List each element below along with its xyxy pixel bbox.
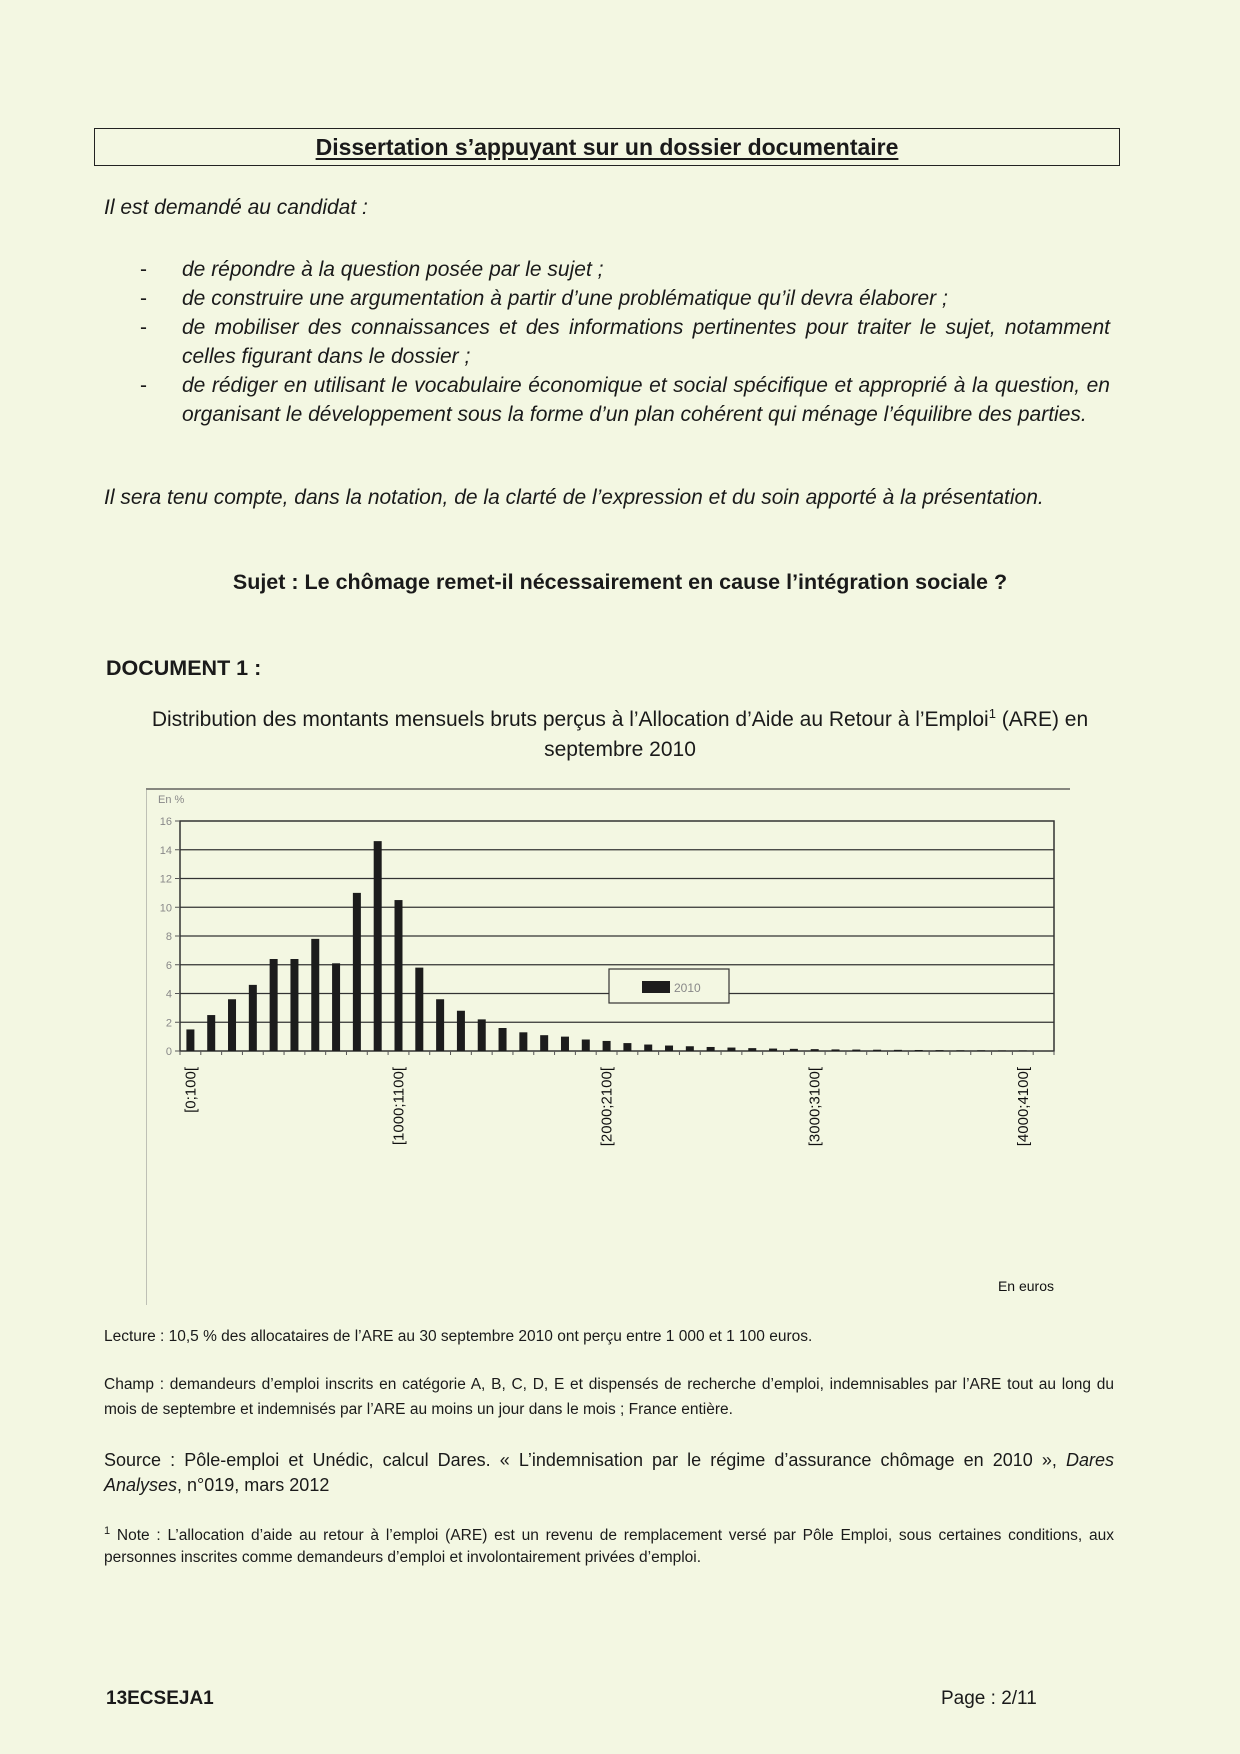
y-tick-label: 6 bbox=[165, 959, 172, 972]
bar bbox=[748, 1048, 756, 1051]
bar bbox=[519, 1032, 527, 1051]
footer-code: 13ECSEJA1 bbox=[106, 1688, 214, 1709]
intro-text: Il est demandé au candidat : bbox=[104, 196, 368, 219]
lecture-text: Lecture : 10,5 % des allocataires de l’ARE au 30 septembre 2010 ont perçu entre 1 000 et 1 100 euros. bbox=[104, 1328, 813, 1345]
x-tick-label: [0;100[ bbox=[182, 1067, 200, 1113]
subject-heading: Sujet : Le chômage remet-il nécessairement en cause l’intégration sociale ? bbox=[232, 570, 1008, 594]
bar bbox=[832, 1049, 840, 1051]
list-dash: - bbox=[140, 316, 147, 339]
bar bbox=[956, 1050, 964, 1051]
list-dash: - bbox=[140, 258, 147, 281]
chart-container bbox=[146, 785, 1076, 1305]
instruction-item: - de rédiger en utilisant le vocabulaire économique et social spécifique et approprié à la question, en organisant le développement sous la forme d’un plan cohérent qui ménage l’équilibre des parties. bbox=[140, 371, 1110, 429]
bar bbox=[686, 1046, 694, 1051]
document-label: DOCUMENT 1 : bbox=[106, 656, 262, 680]
y-tick-label: 10 bbox=[159, 902, 172, 915]
bar bbox=[249, 985, 257, 1051]
instruction-item: - de répondre à la question posée par le sujet ; bbox=[140, 255, 1110, 284]
bar bbox=[353, 893, 361, 1051]
bar bbox=[852, 1050, 860, 1051]
y-tick-label: 2 bbox=[165, 1017, 172, 1030]
bar bbox=[207, 1015, 215, 1051]
bar bbox=[894, 1050, 902, 1051]
y-tick-label: 14 bbox=[159, 844, 172, 857]
x-tick-label: [4000;4100[ bbox=[1014, 1067, 1032, 1147]
x-tick-label: [3000;3100[ bbox=[806, 1067, 824, 1147]
list-dash: - bbox=[140, 287, 147, 310]
bar bbox=[270, 959, 278, 1051]
bar bbox=[790, 1049, 798, 1051]
header-box bbox=[94, 128, 1120, 166]
bar bbox=[561, 1037, 569, 1051]
bar bbox=[499, 1028, 507, 1051]
source-text: Source : Pôle-emploi et Unédic, calcul Dares. « L’indemnisation par le régime d’assurance chômage en 2010 », Dares Analyses, n°019, mars 2012 bbox=[104, 1450, 1114, 1495]
bar bbox=[936, 1050, 944, 1051]
chart-title: Distribution des montants mensuels bruts perçus à l’Allocation d’Aide au Retour à l’Emploi$^1$ (ARE) en septembre 2010 bbox=[151, 706, 1089, 761]
bar bbox=[415, 968, 423, 1051]
y-tick-label: 8 bbox=[165, 931, 172, 943]
bar bbox=[603, 1041, 611, 1051]
bar bbox=[582, 1040, 590, 1052]
bar bbox=[374, 841, 382, 1051]
bar bbox=[478, 1019, 486, 1051]
bar bbox=[186, 1029, 194, 1051]
bar bbox=[1019, 1050, 1027, 1051]
y-tick-label: 4 bbox=[165, 988, 172, 1001]
bar bbox=[457, 1011, 465, 1051]
notation-text: Il sera tenu compte, dans la notation, de la clarté de l’expression et du soin apporté à la présentation. bbox=[104, 486, 1044, 509]
bar bbox=[811, 1049, 819, 1051]
bar bbox=[623, 1043, 631, 1051]
y-tick-label: 12 bbox=[159, 873, 172, 886]
bar bbox=[311, 939, 319, 1051]
bar bbox=[644, 1045, 652, 1051]
list-dash: - bbox=[140, 374, 147, 397]
footer-page-number: Page : 2/11 bbox=[941, 1688, 1037, 1709]
bar bbox=[395, 900, 403, 1051]
x-tick-label: [1000;1100[ bbox=[390, 1067, 408, 1146]
x-axis-label: En euros bbox=[997, 1278, 1054, 1294]
bar bbox=[998, 1050, 1006, 1051]
x-tick-label: [2000;2100[ bbox=[598, 1067, 616, 1147]
bar bbox=[665, 1046, 673, 1051]
bar bbox=[436, 999, 444, 1051]
legend-label: 2010 bbox=[674, 981, 701, 995]
y-tick-label: 0 bbox=[165, 1046, 172, 1058]
bar bbox=[873, 1050, 881, 1051]
bar bbox=[228, 999, 236, 1051]
bar bbox=[915, 1050, 923, 1051]
bar bbox=[977, 1050, 985, 1051]
bar bbox=[769, 1049, 777, 1051]
bar-chart bbox=[146, 785, 1076, 1305]
instructions-list bbox=[140, 255, 1110, 429]
y-axis-label: En % bbox=[158, 794, 185, 806]
legend-swatch bbox=[642, 981, 670, 993]
footnote-marker: 1 bbox=[988, 706, 996, 721]
bar bbox=[290, 959, 298, 1051]
bar bbox=[727, 1048, 735, 1051]
page-title: Dissertation s’appuyant sur un dossier documentaire bbox=[315, 133, 899, 160]
footnote-text: $^1$ Note : L’allocation d’aide au retour à l’emploi (ARE) est un revenu de remplacement versé par Pôle Emploi, sous certaines conditions, aux personnes inscrites comme demandeurs d’emploi et involontairement privées d’emploi. bbox=[104, 1525, 1114, 1567]
bar bbox=[332, 963, 340, 1051]
bar bbox=[707, 1047, 715, 1051]
champ-text: Champ : demandeurs d’emploi inscrits en catégorie A, B, C, D, E et dispensés de recherche d’emploi, indemnisables par l’ARE tout au long du mois de septembre et indemnisés par l’ARE au moins un jour dans le mois ; France entière. bbox=[104, 1376, 1114, 1418]
bar bbox=[540, 1035, 548, 1051]
y-tick-label: 16 bbox=[159, 816, 172, 828]
instruction-item: - de mobiliser des connaissances et des informations pertinentes pour traiter le sujet, notamment celles figurant dans le dossier ; bbox=[140, 313, 1110, 371]
instruction-item: - de construire une argumentation à partir d’une problématique qu’il devra élaborer ; bbox=[140, 284, 1110, 313]
